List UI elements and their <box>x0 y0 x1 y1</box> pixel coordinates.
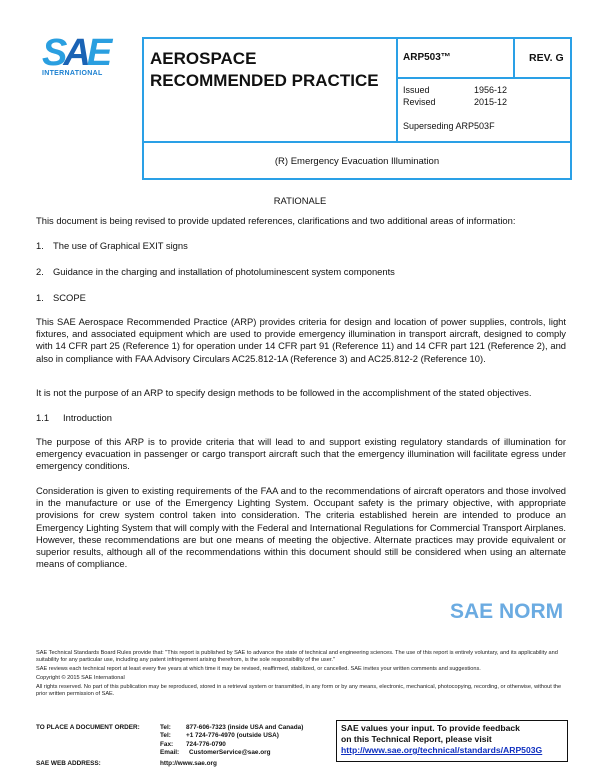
sae-logo: SAE INTERNATIONAL <box>42 32 109 77</box>
policy-text: SAE Technical Standards Board Rules provide that: "This report is published by SAE to advance the state of technical and engineering sciences. The use of this report is entirely voluntary, and its applicability and suitability for any particular use, including any patent infringement arising therefrom, is the sole responsibility of the user." <box>36 650 558 663</box>
rights-text: All rights reserved. No part of this publication may be reproduced, stored in a retrieval system or transmitted, in any form or by any means, electronic, mechanical, photocopying, recording, or otherwise, without the prior written permission of SAE. <box>36 684 562 697</box>
feedback-link[interactable]: http://www.sae.org/technical/standards/ARP503G <box>341 745 543 755</box>
scope-paragraph: This SAE Aerospace Recommended Practice (ARP) provides criteria for design and location of power supplies, controls, light fixtures, and associated equipment which are used to provide emergency illumination in transport aircraft, designed to comply with 14 CFR part 25 (Reference 1) for operation under 14 CFR part 91 (Reference 11) and 14 CFR part 121 (Reference 2), and also in compliance with FAA Advisory Circulars AC25.812-1A (Reference 3) and AC25.812-2 (Reference 10). <box>36 316 566 364</box>
watermark: SAE NORM <box>450 600 564 623</box>
web-link[interactable]: http://www.sae.org <box>160 760 217 767</box>
rationale-heading: RATIONALE <box>273 195 327 206</box>
web-label: SAE WEB ADDRESS: <box>36 760 101 767</box>
revised-label: Revised <box>403 97 436 107</box>
consideration-paragraph: Consideration is given to existing requirements of the FAA and to the recommendations of aircraft operators and those involved in the manufacture or use of the Emergency Lighting System. Occupant safety is the primary objective, with appropriate provisions for crew system control taken into consideration. The criteria established herein are intended to produce an Emergency Lighting System that will comply with the Federal and International Regulations for Commercial Transport Airplanes. However, these recommendations are but one means of meeting the objective. Alternate practices may provide equivalent or superior results, although all of the recommendations within this document should still be considered when using an alternate means of compliance. <box>36 485 566 570</box>
introduction-paragraph: The purpose of this ARP is to provide criteria that will lead to and support existing regulatory standards of illumination for emergency evacuation in passenger or cargo transport aircraft such that the emergency illumination will facilitate egress under emergency conditions. <box>36 436 566 472</box>
footer-notes <box>36 650 566 700</box>
doc-number: ARP503™ <box>403 52 451 63</box>
rationale-intro: This document is being revised to provide updated references, clarifications and two additional areas of information: <box>36 215 516 226</box>
list-item: 1. The use of Graphical EXIT signs <box>36 240 188 251</box>
review-text: SAE reviews each technical report at least every five years at which time it may be revised, reaffirmed, stabilized, or cancelled. SAE invites your written comments and suggestions. <box>36 666 481 672</box>
contact-list: Tel: 877-606-7323 (inside USA and Canada) Tel: +1 724-776-4970 (outside USA) Fax: 724-776-0790 Email: CustomerService@sae.org <box>160 724 304 757</box>
scope-heading: 1. SCOPE <box>36 292 86 303</box>
order-label: TO PLACE A DOCUMENT ORDER: <box>36 724 140 731</box>
superseding: Superseding ARP503F <box>403 121 495 131</box>
list-item: 2. Guidance in the charging and installation of photoluminescent system components <box>36 266 395 277</box>
issued-label: Issued <box>403 85 430 95</box>
document-type-title: AEROSPACE RECOMMENDED PRACTICE <box>150 49 379 90</box>
purpose-note: It is not the purpose of an ARP to specify design methods to be followed in the accomplishment of the stated objectives. <box>36 387 532 398</box>
revised-date: 2015-12 <box>474 97 508 107</box>
feedback-box: SAE values your input. To provide feedback on this Technical Report, please visit http://www.sae.org/technical/standards/ARP503G <box>336 720 568 762</box>
document-subject: (R) Emergency Evacuation Illumination <box>274 156 440 167</box>
copyright: Copyright © 2015 SAE International <box>36 675 125 681</box>
introduction-heading: 1.1 Introduction <box>36 412 112 423</box>
issued-date: 1956-12 <box>474 85 508 95</box>
revision: REV. G <box>529 52 564 64</box>
email-link[interactable]: CustomerService@sae.org <box>189 749 271 757</box>
